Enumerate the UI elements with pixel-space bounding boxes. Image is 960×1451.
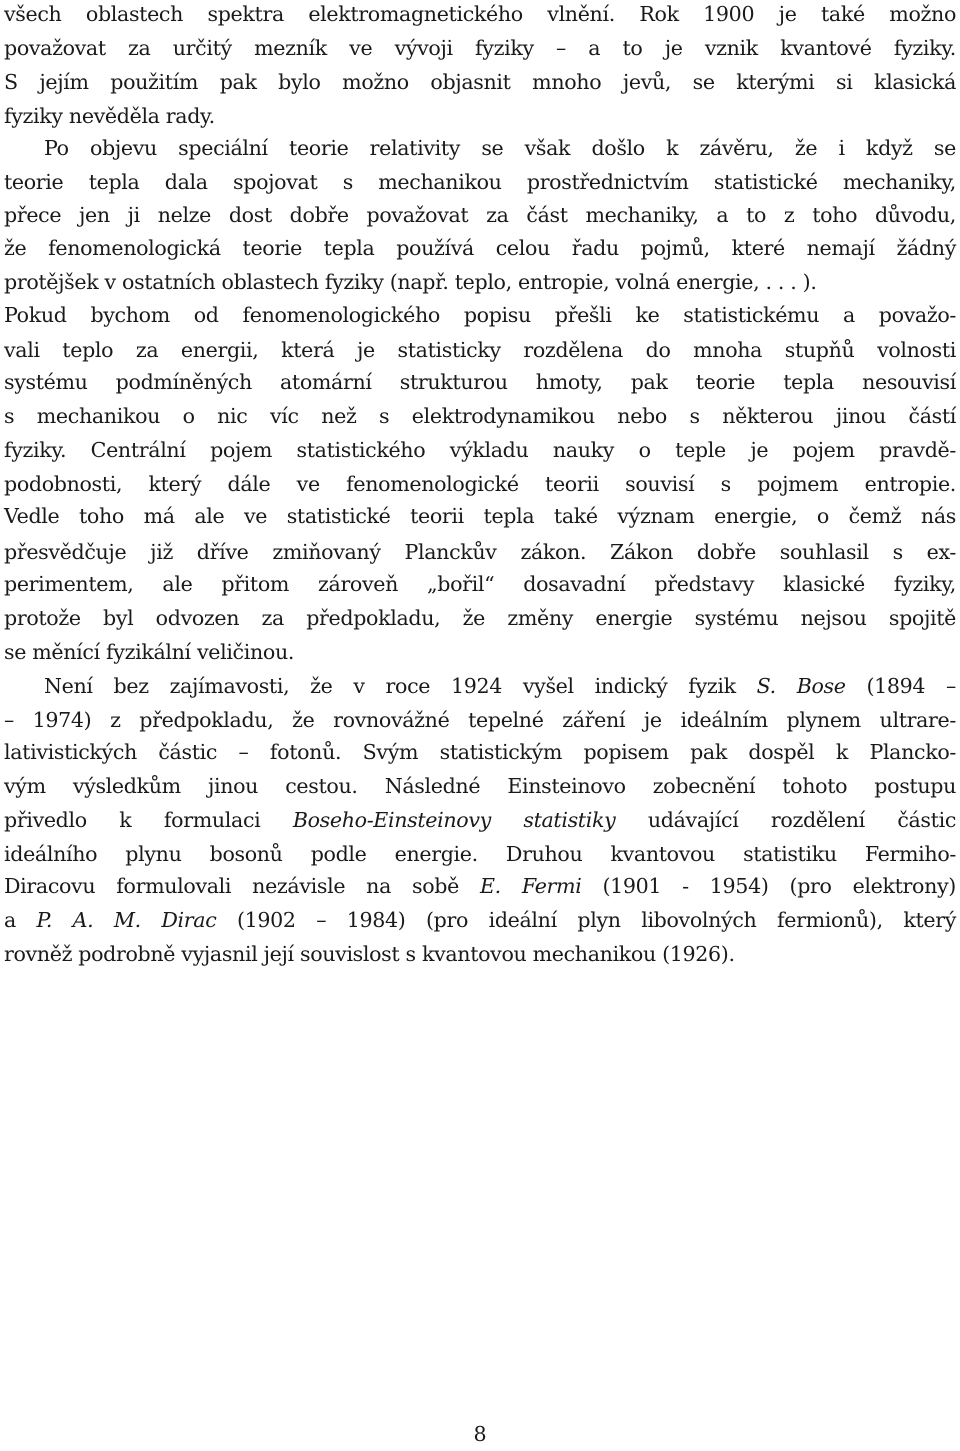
- text-line: přece jen ji nelze dost dobře považovat za část mechaniky, a to z toho důvodu,: [4, 203, 956, 227]
- text-line: protože byl odvozen za předpokladu, že změny energie systému nejsou spojitě: [4, 606, 956, 630]
- text-line: Po objevu speciální teorie relativity se však došlo k závěru, že i když se: [44, 136, 956, 160]
- text-line: Pokud bychom od fenomenologického popisu přešli ke statistickému a považo-: [4, 303, 956, 327]
- text-line: všech oblastech spektra elektromagnetického vlnění. Rok 1900 je také možno: [4, 2, 956, 26]
- text-line: s mechanikou o nic víc než s elektrodynamikou nebo s některou jinou částí: [4, 404, 956, 428]
- text-line: přesvědčuje již dříve zmiňovaný Planckův zákon. Zákon dobře souhlasil s ex-: [4, 540, 956, 564]
- text-line: považovat za určitý mezník ve vývoji fyziky – a to je vznik kvantové fyziky.: [4, 36, 956, 60]
- text-line: teorie tepla dala spojovat s mechanikou prostřednictvím statistické mechaniky,: [4, 170, 956, 194]
- text-line: se měnící fyzikální veličinou.: [4, 640, 295, 664]
- text-line: systému podmíněných atomární strukturou hmoty, pak teorie tepla nesouvisí: [4, 370, 956, 394]
- text-line: a P. A. M. Dirac (1902 – 1984) (pro ideální plyn libovolných fermionů), který: [4, 908, 956, 932]
- text-line: Není bez zajímavosti, že v roce 1924 vyšel indický fyzik S. Bose (1894 –: [44, 674, 956, 698]
- text-line: vým výsledkům jinou cestou. Následné Einsteinovo zobecnění tohoto postupu: [4, 774, 956, 798]
- text-line: perimentem, ale přitom zároveň „bořil“ dosavadní představy klasické fyziky,: [4, 572, 956, 596]
- text-line: S jejím použitím pak bylo možno objasnit mnoho jevů, se kterými si klasická: [4, 70, 956, 94]
- text-line: fyziky. Centrální pojem statistického výkladu nauky o teple je pojem pravdě-: [4, 438, 956, 462]
- text-line: Diracovu formulovali nezávisle na sobě E. Fermi (1901 - 1954) (pro elektrony): [4, 874, 956, 898]
- text-line: ideálního plynu bosonů podle energie. Druhou kvantovou statistiku Fermiho-: [4, 842, 956, 866]
- text-line: vali teplo za energii, která je statisticky rozdělena do mnoha stupňů volnosti: [4, 338, 956, 362]
- text-line: Vedle toho má ale ve statistické teorii tepla také význam energie, o čemž nás: [4, 504, 956, 528]
- text-line: protějšek v ostatních oblastech fyziky (např. teplo, entropie, volná energie, . . . ).: [4, 270, 817, 294]
- text-line: podobnosti, který dále ve fenomenologické teorii souvisí s pojmem entropie.: [4, 472, 956, 496]
- page-number: 8: [473, 1422, 487, 1446]
- text-line: že fenomenologická teorie tepla používá celou řadu pojmů, které nemají žádný: [4, 236, 956, 260]
- text-line: fyziky nevěděla rady.: [4, 104, 215, 128]
- text-line: lativistických částic – fotonů. Svým statistickým popisem pak dospěl k Plancko-: [4, 740, 956, 764]
- text-line: – 1974) z předpokladu, že rovnovážné tepelné záření je ideálním plynem ultrare-: [4, 708, 956, 732]
- text-line: rovněž podrobně vyjasnil její souvislost s kvantovou mechanikou (1926).: [4, 942, 735, 966]
- text-line: přivedlo k formulaci Boseho-Einsteinovy statistiky udávající rozdělení částic: [4, 808, 956, 832]
